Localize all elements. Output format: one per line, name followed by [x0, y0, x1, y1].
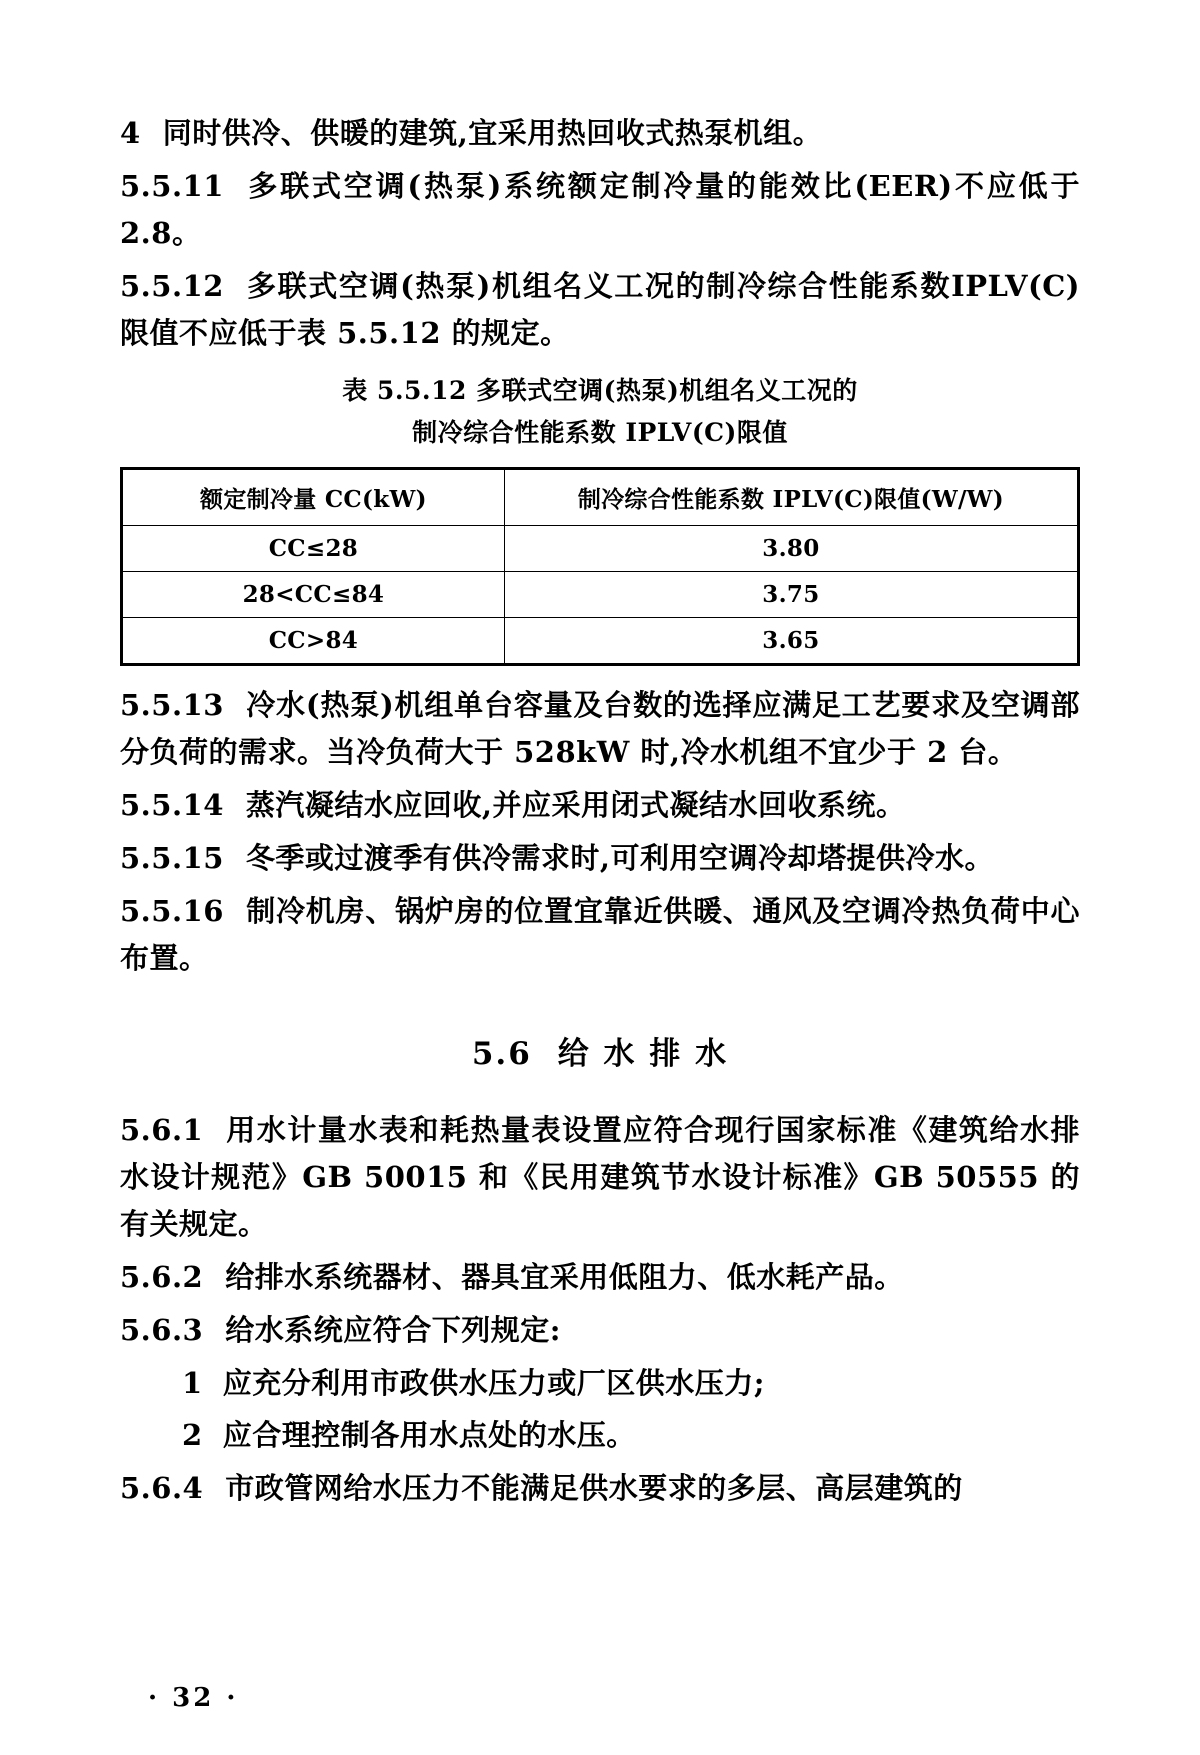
item-text: 应合理控制各用水点处的水压。: [222, 1418, 636, 1453]
page-content: [120, 110, 1080, 1518]
iplv-limit-table: [120, 467, 1080, 666]
table-row: [122, 571, 1079, 617]
table-row: [122, 617, 1079, 664]
item-number: 4: [120, 116, 141, 150]
clause-number: 5.6.2: [120, 1259, 204, 1294]
clause-text: 蒸汽凝结水应回收,并应采用闭式凝结水回收系统。: [245, 787, 906, 822]
paragraph-5-5-16: [120, 888, 1080, 982]
clause-number: 5.5.12: [120, 268, 224, 303]
item-number: 2: [182, 1418, 203, 1453]
table-header-cell: 额定制冷量 CC(kW): [122, 468, 505, 525]
page-number: · 32 ·: [148, 1683, 239, 1713]
clause-number: 5.5.13: [120, 687, 224, 722]
clause-text: 给水系统应符合下列规定:: [225, 1312, 561, 1347]
table-row: [122, 525, 1079, 571]
clause-number: 5.5.15: [120, 840, 224, 875]
clause-text: 给排水系统器材、器具宜采用低阻力、低水耗产品。: [225, 1259, 904, 1294]
table-cell: CC≤28: [122, 525, 505, 571]
clause-number: 5.5.11: [120, 168, 224, 203]
section-number: 5.6: [471, 1035, 532, 1072]
clause-number: 5.6.3: [120, 1312, 204, 1347]
table-caption-line2: 制冷综合性能系数 IPLV(C)限值: [412, 417, 788, 447]
table-cell: 28<CC≤84: [122, 571, 505, 617]
paragraph-item-4: [120, 110, 1080, 157]
item-text: 同时供冷、供暖的建筑,宜采用热回收式热泵机组。: [162, 116, 823, 150]
clause-text: 冷水(热泵)机组单台容量及台数的选择应满足工艺要求及空调部分负荷的需求。当冷负荷大于 528kW 时,冷水机组不宜少于 2 台。: [120, 687, 1080, 769]
clause-text: 多联式空调(热泵)机组名义工况的制冷综合性能系数IPLV(C)限值不应低于表 5.5.12 的规定。: [120, 268, 1080, 350]
clause-number: 5.6.4: [120, 1471, 204, 1506]
paragraph-5-5-14: [120, 782, 1080, 829]
item-number: 1: [182, 1365, 203, 1400]
table-cell: 3.80: [504, 525, 1078, 571]
paragraph-5-6-1: [120, 1107, 1080, 1248]
paragraph-5-5-12: [120, 263, 1080, 357]
section-heading-5-6: [120, 1028, 1080, 1073]
clause-number: 5.6.1: [120, 1112, 204, 1147]
paragraph-5-5-15: [120, 835, 1080, 882]
paragraph-5-6-2: [120, 1254, 1080, 1301]
table-cell: CC>84: [122, 617, 505, 664]
clause-text: 市政管网给水压力不能满足供水要求的多层、高层建筑的: [225, 1471, 963, 1506]
table-cell: 3.65: [504, 617, 1078, 664]
paragraph-5-6-4: [120, 1465, 1080, 1512]
clause-number: 5.5.16: [120, 893, 224, 928]
clause-text: 用水计量水表和耗热量表设置应符合现行国家标准《建筑给水排水设计规范》GB 50015 和《民用建筑节水设计标准》GB 50555 的有关规定。: [120, 1112, 1080, 1241]
clause-text: 多联式空调(热泵)系统额定制冷量的能效比(EER)不应低于2.8。: [120, 168, 1080, 250]
clause-text: 制冷机房、锅炉房的位置宜靠近供暖、通风及空调冷热负荷中心布置。: [120, 893, 1080, 975]
table-cell: 3.75: [504, 571, 1078, 617]
clause-text: 冬季或过渡季有供冷需求时,可利用空调冷却塔提供冷水。: [245, 840, 995, 875]
paragraph-5-5-11: [120, 163, 1080, 257]
clause-number: 5.5.14: [120, 787, 224, 822]
table-header-cell: 制冷综合性能系数 IPLV(C)限值(W/W): [504, 468, 1078, 525]
table-header-row: [122, 468, 1079, 525]
paragraph-5-5-13: [120, 682, 1080, 776]
table-caption-line1: 表 5.5.12 多联式空调(热泵)机组名义工况的: [342, 375, 858, 405]
section-title: 给 水 排 水: [557, 1035, 729, 1072]
paragraph-5-6-3-item-2: [120, 1412, 1080, 1459]
paragraph-5-6-3: [120, 1307, 1080, 1354]
item-text: 应充分利用市政供水压力或厂区供水压力;: [222, 1365, 765, 1400]
paragraph-5-6-3-item-1: [120, 1360, 1080, 1407]
